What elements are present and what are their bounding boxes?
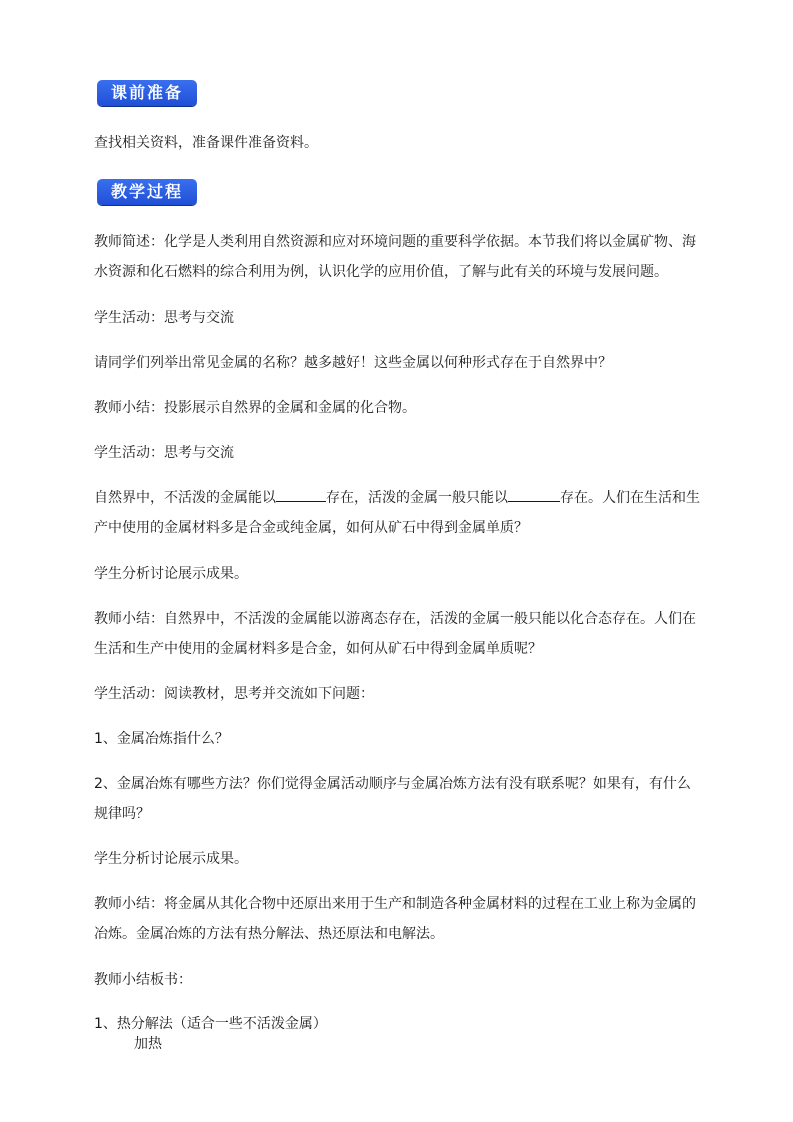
paragraph-student-activity-2: 学生活动：思考与交流 (94, 445, 234, 461)
paragraph-board-notes: 教师小结板书： (94, 972, 192, 988)
paragraph-student-discussion-1: 学生分析讨论展示成果。 (94, 566, 248, 582)
paragraph-student-discussion-2: 学生分析讨论展示成果。 (94, 851, 248, 867)
section-badge-process: 教学过程 (97, 179, 197, 205)
blank-line-2 (508, 485, 560, 502)
paragraph-question-2: 2、金属冶炼有哪些方法？你们觉得金属活动顺序与金属冶炼方法有没有联系呢？如果有，有什么规律吗？ (94, 776, 691, 822)
fill-blank-text-1: 自然界中，不活泼的金属能以 (94, 490, 276, 506)
paragraph-student-activity-1: 学生活动：思考与交流 (94, 310, 234, 326)
paragraph-question-1: 1、金属冶炼指什么？ (94, 731, 229, 747)
paragraph-question-metals: 请同学们列举出常见金属的名称？越多越好！这些金属以何种形式存在于自然界中？ (94, 355, 612, 371)
paragraph-teacher-summary-2: 教师小结：自然界中，不活泼的金属能以游离态存在，活泼的金属一般只能以化合态存在。人们在生活和生产中使用的金属材料多是合金，如何从矿石中得到金属单质呢？ (94, 611, 696, 657)
paragraph-teacher-intro: 教师简述：化学是人类利用自然资源和应对环境问题的重要科学依据。本节我们将以金属矿物、海水资源和化石燃料的综合利用为例，认识化学的应用价值，了解与此有关的环境与发展问题。 (94, 234, 696, 280)
paragraph-teacher-summary-1: 教师小结：投影展示自然界的金属和金属的化合物。 (94, 400, 416, 416)
prep-text: 查找相关资料，准备课件准备资料。 (94, 135, 318, 151)
heating-label: 加热 (134, 1036, 162, 1052)
fill-blank-text-3: 存在。人们在生活和生产中使用的金属材料多是合金或纯金属，如何从矿石中得到金属单质？ (94, 490, 700, 536)
paragraph-student-activity-3: 学生活动：阅读教材，思考并交流如下问题： (94, 686, 374, 702)
blank-line-1 (276, 485, 326, 502)
fill-blank-text-2: 存在，活泼的金属一般只能以 (326, 490, 508, 506)
paragraph-method-1: 1、热分解法（适合一些不活泼金属） (94, 1016, 327, 1032)
section-badge-prep: 课前准备 (97, 80, 197, 106)
paragraph-teacher-summary-3: 教师小结：将金属从其化合物中还原出来用于生产和制造各种金属材料的过程在工业上称为金属的冶炼。金属冶炼的方法有热分解法、热还原法和电解法。 (94, 896, 696, 942)
paragraph-fill-blank (94, 483, 704, 543)
